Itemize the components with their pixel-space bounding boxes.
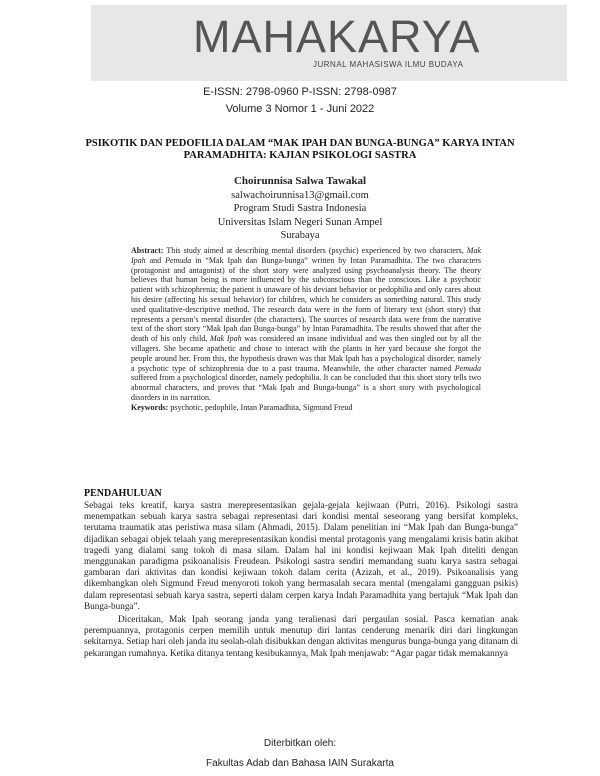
- abstract-italic: Pemuda: [454, 363, 481, 373]
- section-heading: PENDAHULUAN: [84, 488, 162, 499]
- abstract-part: in “Mak Ipah dan Bunga-bunga” written by Intan Paramadhita. The two characters (protagonist and antagonist) of the short story were analyzed using psychoanalysis theory. The theory believes that human being is more influenced by the subconscious than the conscious. Like a psychotic patient with schizophrenia; the patient is unaware of his deviant behavior or pedophilia and only cares about his desire (affecting his sexual behavior) for children, which he considers as something natural. This study used qualitative-descriptive method. The research data were in the form of literary text (short story) that represents a person’s mental disorder (the characters). The sources of research data were from the narrative text of the short story “Mak Ipah dan Bunga-bunga” by Intan Paramadhita. The results showed that after the death of his only child,: [131, 255, 481, 344]
- keywords: [131, 403, 481, 413]
- journal-subtitle: JURNAL MAHASISWA ILMU BUDAYA: [313, 60, 464, 69]
- abstract-text: [131, 246, 481, 403]
- author-name: Choirunnisa Salwa Tawakal: [233, 175, 367, 187]
- author-block: [0, 175, 600, 243]
- author-city: Surabaya: [280, 230, 320, 241]
- abstract-part: This study aimed at describing mental disorders (psychic) experienced by two characters,: [163, 246, 467, 255]
- footer-publisher-label: Diterbitkan oleh:: [263, 738, 337, 749]
- issn-line: E-ISSN: 2798-0960 P-ISSN: 2798-0987: [203, 86, 397, 98]
- footer-publisher: Fakultas Adab dan Bahasa IAIN Surakarta: [206, 758, 394, 769]
- paragraph: Sebagai teks kreatif, karya sastra merepresentasikan gejala-gejala kejiwaan (Putri, 2016). Psikologi sastra menempatkan sebuah karya sastra sebagai representasi dari kondisi mental seseorang yang bersifat kompleks, terutama traumatik atas peristiwa masa silam (Ahmadi, 2015). Dalam penelitian ini “Mak Ipah dan Bunga-bunga” dijadikan sebagai objek telaah yang merepresentasikan kondisi mental protagonis yang mengalami krisis batin akibat tragedi yang dialami sang tokoh di masa silam. Dalam hal ini kondisi kejiwaan Mak Ipah diteliti dengan menggunakan paradigma psikoanalisis Freudean. Psikologi sastra sendiri memandang suatu karya sastra sebagai gambaran dari aktivitas dan kondisi kejiwaan tokoh dalam cerita (Azizah, et al., 2019). Psikoanalisis yang dikembangkan oleh Sigmund Freud menyoroti tokoh yang bermasalah secara mental (mengalami gangguan psikis) dalam representasi sebuah karya sastra, seperti dalam cerpen karya Indah Paramadhita yang bertajuk “Mak Ipah dan Bunga-bunga”.: [84, 500, 518, 611]
- author-university: Universitas Islam Negeri Sunan Ampel: [217, 216, 383, 228]
- paragraph: Diceritakan, Mak Ipah seorang janda yang teralienasi dari pergaulan sosial. Pasca kematian anak perempuannya, protagonis cerpen memilih untuk menutup diri lantas cenderung menarik diri dari lingkungan sekitarnya. Setiap hari oleh janda itu seolah-olah disibukkan dengan aktivitas mengurus bunga-bunga yang ditanam di pekarangan rumahnya. Ketika ditanya tentang kesibukannya, Mak Ipah menjawab: “Agar pagar tidak memakannya: [84, 614, 518, 658]
- abstract-italic: Mak Ipah: [210, 334, 242, 344]
- abstract-part: was considered an insane individual and was then singled out by all the villagers. She became apathetic and chose to interact with the plants in her yard because she forgot the people around her. From this, the hypothesis drawn was that Mak Ipah has a psychological disorder, namely a psychotic type of schizophrenia due to a past trauma. Meanwhile, the other character named: [131, 334, 481, 373]
- journal-logo: MAHAKARYA: [193, 11, 481, 62]
- abstract-part: suffered from a psychological disorder, namely pedophilia. It can be concluded that this short story tells two abnormal characters, and proves that “Mak Ipah and Bunga-bunga” is a short story with psychological disorders in its narration.: [131, 373, 481, 402]
- keywords-list: psychotic, pedophile, Intan Paramadhita, Sigmund Freud: [168, 402, 353, 412]
- author-program: Program Studi Sastra Indonesia: [233, 203, 367, 214]
- abstract: [131, 246, 481, 413]
- abstract-italic: Mak Ipah: [131, 246, 481, 265]
- abstract-part: and: [145, 255, 166, 265]
- abstract-label: Abstract:: [131, 246, 164, 255]
- volume-line: Volume 3 Nomor 1 - Juni 2022: [225, 103, 375, 115]
- abstract-italic: Pemuda: [165, 255, 192, 265]
- body-text: [84, 500, 518, 659]
- article-title: PSIKOTIK DAN PEDOFILIA DALAM “MAK IPAH DAN BUNGA-BUNGA” KARYA INTAN PARAMADHITA: KAJIAN PSIKOLOGI SASTRA: [85, 138, 515, 161]
- author-email: salwachoirunnisa13@gmail.com: [231, 189, 369, 201]
- keywords-label: Keywords:: [131, 402, 169, 412]
